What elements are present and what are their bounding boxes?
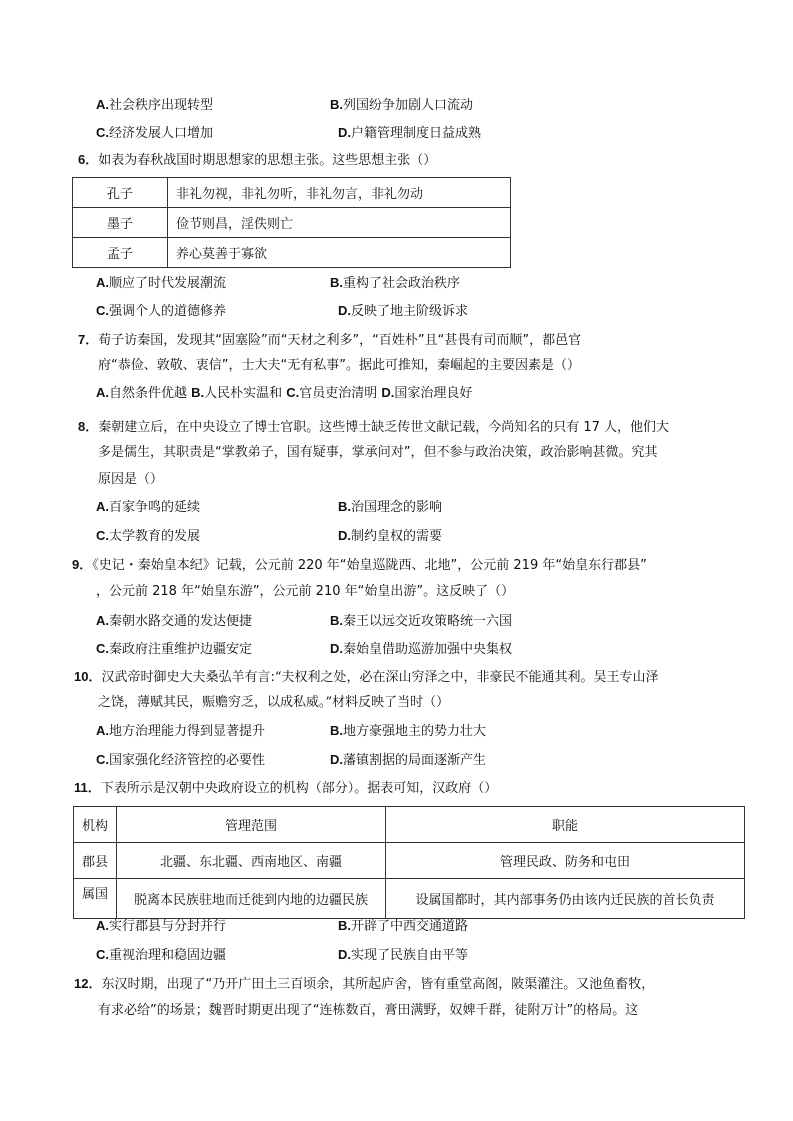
- q11-option-b: B.开辟了中西交通道路: [338, 918, 469, 934]
- q12-stem-line-1: 12．东汉时期，出现了“乃开广田土三百顷余，其所起庐舍，皆有重堂高阁，陂渠灌注。又池鱼畜牧，: [74, 976, 655, 992]
- table-header-cell: 职能: [386, 807, 745, 843]
- q11-option-a: A.实行郡县与分封并行: [96, 918, 227, 934]
- table-row: [73, 208, 511, 238]
- q8-option-b: B.治国理念的影响: [338, 499, 443, 515]
- q9-option-c: C.秦政府注重维护边疆安定: [96, 641, 253, 657]
- table-row: [73, 238, 511, 268]
- q6-stem: 6．如表为春秋战国时期思想家的思想主张。这些思想主张（）: [78, 152, 437, 168]
- q9-option-a: A.秦朝水路交通的发达便捷: [96, 613, 253, 629]
- q10-option-c: C.国家强化经济管控的必要性: [96, 752, 266, 768]
- table-cell: 孔子: [73, 178, 168, 208]
- q10-stem-line-2: 之饶，薄赋其民，赈赡穷乏，以成私威。”材料反映了当时（）: [98, 695, 450, 710]
- table-row: [73, 178, 511, 208]
- q9-stem-line-1: 9．《史记・秦始皇本纪》记载，公元前 220 年“始皇巡陇西、北地”，公元前 219 年“始皇东行郡县”: [72, 557, 647, 573]
- q11-table: [73, 806, 745, 919]
- q6-option-b: B.重构了社会政治秩序: [330, 275, 461, 291]
- table-cell: 设属国都时，其内部事务仍由该内迁民族的首长负责: [386, 879, 745, 919]
- table-cell: 孟子: [73, 238, 168, 268]
- q10-stem-line-1: 10．汉武帝时御史大夫桑弘羊有言:“夫权利之处，必在深山穷泽之中，非豪民不能通其利。吴王专山泽: [74, 669, 659, 685]
- q8-stem-line-2: 多是儒生，其职责是“掌教弟子，国有疑事，掌承问对”，但不参与政治决策，政治影响甚微。究其: [98, 445, 658, 460]
- q9-option-b: B.秦王以远交近攻策略统一六国: [330, 613, 513, 629]
- table-cell: 管理民政、防务和屯田: [386, 843, 745, 879]
- q9-option-d: D.秦始皇借助巡游加强中央集权: [330, 641, 513, 657]
- table-cell: 脱离本民族驻地而迁徙到内地的边疆民族: [117, 879, 386, 919]
- q6-option-d: D.反映了地主阶级诉求: [338, 303, 469, 319]
- q5-option-d: D.户籍管理制度日益成熟: [338, 125, 482, 141]
- table-header-row: [74, 807, 745, 843]
- q7-stem-line-2: 府“恭俭、敦敬、衷信”，士大夫“无有私事”。据此可推知，秦崛起的主要因素是（）: [98, 358, 580, 373]
- q8-option-d: D.制约皇权的需要: [338, 528, 443, 544]
- q6-option-c: C.强调个人的道德修养: [96, 303, 227, 319]
- table-cell: 俭节则昌，淫佚则亡: [168, 208, 511, 238]
- table-header-cell: 管理范围: [117, 807, 386, 843]
- table-cell: 北疆、东北疆、西南地区、南疆: [117, 843, 386, 879]
- table-cell: 养心莫善于寡欲: [168, 238, 511, 268]
- table-cell: 属国: [74, 879, 117, 919]
- q10-option-a: A.地方治理能力得到显著提升: [96, 723, 266, 739]
- q12-stem-line-2: 有求必给”的场景；魏晋时期更出现了“连栋数百，膏田满野，奴婢千群，徒附万计”的格局。这: [98, 1003, 639, 1018]
- q5-option-b: B.列国纷争加剧人口流动: [330, 97, 474, 113]
- table-cell: 非礼勿视，非礼勿听，非礼勿言，非礼勿动: [168, 178, 511, 208]
- q8-stem-line-3: 原因是（）: [98, 472, 164, 487]
- q5-option-a: A.社会秩序出现转型: [96, 97, 214, 113]
- q5-option-c: C.经济发展人口增加: [96, 125, 214, 141]
- table-row: [74, 879, 745, 919]
- q8-option-c: C.太学教育的发展: [96, 528, 201, 544]
- table-header-cell: 机构: [74, 807, 117, 843]
- q11-stem: 11．下表所示是汉朝中央政府设立的机构（部分）。据表可知，汉政府（）: [74, 780, 498, 796]
- q7-options: A.自然条件优越 B.人民朴实温和 C.官员吏治清明 D.国家治理良好: [96, 385, 473, 401]
- table-cell: 郡县: [74, 843, 117, 879]
- q8-option-a: A.百家争鸣的延续: [96, 499, 201, 515]
- q8-stem-line-1: 8．秦朝建立后，在中央设立了博士官职。这些博士缺乏传世文献记载，今尚知名的只有 17 人，他们大: [78, 419, 670, 435]
- q11-option-c: C.重视治理和稳固边疆: [96, 947, 227, 963]
- q7-stem-line-1: 7．荀子访秦国，发现其“固塞险”而“天材之利多”，“百姓朴”且“甚畏有司而顺”，都邑官: [78, 332, 582, 348]
- q6-table: [72, 177, 511, 268]
- q10-option-d: D.藩镇割据的局面逐渐产生: [330, 752, 487, 768]
- q6-option-a: A.顺应了时代发展潮流: [96, 275, 227, 291]
- table-cell: 墨子: [73, 208, 168, 238]
- table-row: [74, 843, 745, 879]
- q9-stem-line-2: ，公元前 218 年“始皇东游”，公元前 210 年“始皇出游”。这反映了（）: [96, 584, 515, 599]
- q11-option-d: D.实现了民族自由平等: [338, 947, 469, 963]
- q10-option-b: B.地方豪强地主的势力壮大: [330, 723, 487, 739]
